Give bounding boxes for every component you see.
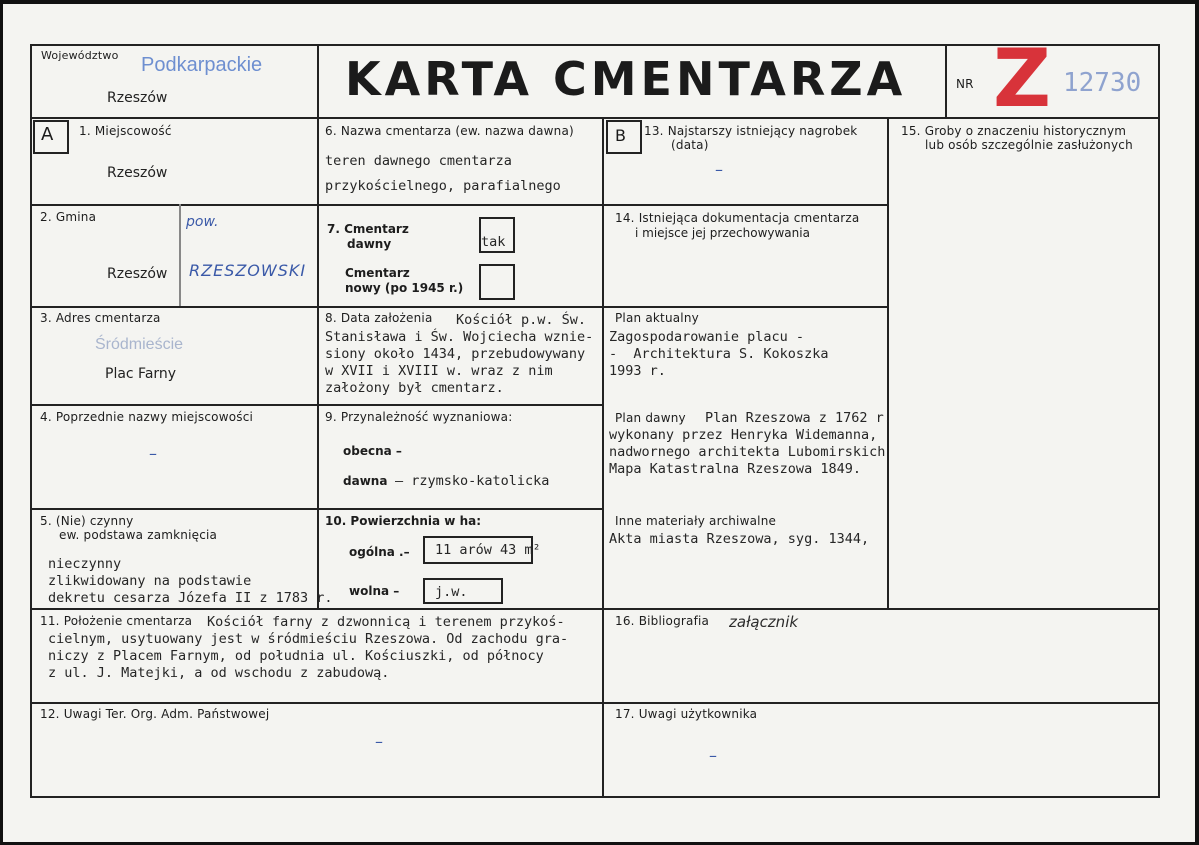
rule [945, 44, 947, 117]
nr-letter: Z [993, 32, 1052, 125]
dawna-label: dawna [343, 474, 388, 488]
wolna-value: j.w. [435, 584, 468, 600]
najstarszy-nagrobek-label: 13. Najstarszy istniejący nagrobek [644, 124, 858, 138]
wojewodztwo-stamp: Podkarpackie [141, 54, 263, 76]
data-zalozenia-value-first: Kościół p.w. Św. [456, 312, 587, 328]
nowy-checkbox [479, 264, 515, 300]
cemetery-record-card [3, 4, 1195, 842]
rule [317, 44, 319, 608]
polozenie-label: 11. Położenie cmentarza [40, 614, 193, 628]
dawna-value: – rzymsko-katolicka [395, 473, 550, 489]
groby-sublabel: lub osób szczególnie zasłużonych [925, 138, 1133, 152]
rule [602, 117, 604, 798]
miejscowosc-label: 1. Miejscowość [79, 124, 172, 138]
wojewodztwo-label: Województwo [41, 49, 119, 62]
dawny-checkbox-value: tak [481, 234, 506, 250]
section-a-mark: A [41, 124, 54, 145]
gmina-label: 2. Gmina [40, 210, 97, 224]
polozenie-value-first: Kościół farny z dzwonnicą i terenem przykoś- [207, 614, 565, 630]
wolna-label: wolna – [349, 584, 400, 598]
powierzchnia-label: 10. Powierzchnia w ha: [325, 514, 482, 528]
rule [30, 306, 887, 308]
dokumentacja-sublabel: i miejsce jej przechowywania [635, 226, 810, 240]
uwagi-ter-org-value: – [375, 732, 383, 751]
rule [30, 608, 1160, 610]
rule [179, 204, 181, 306]
nowy-label: nowy (po 1945 r.) [345, 281, 464, 295]
plan-dawny-value: wykonany przez Henryka Widemanna, nadwornego architekta Lubomirskich Mapa Katastralna Rzeszowa 1849. [609, 427, 886, 477]
czynny-label: 5. (Nie) czynny [40, 514, 134, 528]
rule [887, 117, 889, 608]
inne-materialy-value: Akta miasta Rzeszowa, syg. 1344, [609, 531, 870, 547]
uwagi-uzytkownika-label: 17. Uwagi użytkownika [615, 707, 758, 721]
nr-label: NR [956, 77, 974, 91]
uwagi-ter-org-label: 12. Uwagi Ter. Org. Adm. Państwowej [40, 707, 270, 721]
cmentarz-dawny-label: 7. Cmentarz [327, 222, 409, 236]
wojewodztwo-value: Rzeszów [107, 90, 168, 106]
bibliografia-label: 16. Bibliografia [615, 614, 710, 628]
inne-materialy-label: Inne materiały archiwalne [615, 514, 777, 528]
obecna-label: obecna – [343, 444, 402, 458]
rule [30, 117, 1160, 119]
cmentarz-nowy-label: Cmentarz [345, 266, 410, 280]
najstarszy-nagrobek-value: – [715, 160, 723, 179]
dawny-label: dawny [347, 237, 392, 251]
nazwa-cmentarza-value: teren dawnego cmentarza przykościelnego, parafialnego [325, 153, 561, 194]
adres-label: 3. Adres cmentarza [40, 311, 161, 325]
ogolna-label: ogólna .– [349, 545, 410, 559]
rule [30, 702, 1160, 704]
rule [30, 796, 1160, 798]
adres-value: Plac Farny [105, 366, 177, 382]
card-title: KARTA CMENTARZA [345, 52, 907, 106]
groby-label: 15. Groby o znaczeniu historycznym [901, 124, 1127, 138]
rule [30, 204, 887, 206]
poprzednie-nazwy-value: – [149, 444, 157, 463]
gmina-value: Rzeszów [107, 266, 168, 282]
rule [1158, 44, 1160, 798]
najstarszy-nagrobek-sublabel: (data) [671, 138, 709, 152]
section-b-mark: B [615, 126, 626, 145]
powiat-value: RZESZOWSKI [189, 261, 307, 280]
przynaleznosc-label: 9. Przynależność wyznaniowa: [325, 410, 513, 424]
plan-aktualny-value: Zagospodarowanie placu - - Architektura S. Kokoszka 1993 r. [609, 329, 829, 379]
plan-dawny-value-first: Plan Rzeszowa z 1762 r. [705, 410, 892, 426]
rule [30, 44, 1160, 46]
nazwa-cmentarza-label: 6. Nazwa cmentarza (ew. nazwa dawna) [325, 124, 574, 138]
adres-stamp: Śródmieście [95, 336, 184, 353]
miejscowosc-value: Rzeszów [107, 165, 168, 181]
podstawa-zamkniecia-label: ew. podstawa zamknięcia [59, 528, 218, 542]
data-zalozenia-label: 8. Data założenia [325, 311, 433, 325]
poprzednie-nazwy-label: 4. Poprzednie nazwy miejscowości [40, 410, 254, 424]
ogolna-value: 11 arów 43 m² [435, 542, 541, 558]
uwagi-uzytkownika-value: – [709, 746, 717, 765]
data-zalozenia-value: Stanisława i Św. Wojciecha wznie- siony około 1434, przebudowywany w XVII i XVIII w. wraz z nim założony był cmentarz. [325, 329, 594, 396]
plan-dawny-label: Plan dawny [615, 411, 686, 425]
rule [30, 44, 32, 798]
powiat-label: pow. [186, 214, 219, 230]
czynny-value: nieczynny zlikwidowany na podstawie dekretu cesarza Józefa II z 1783 r. [48, 556, 333, 606]
polozenie-value: cielnym, usytuowany jest w śródmieściu Rzeszowa. Od zachodu gra- niczy z Placem Farnym, od południa ul. Kościuszki, od północy z ul. J. Matejki, a od wschodu z zabudową. [48, 631, 569, 681]
plan-aktualny-label: Plan aktualny [615, 311, 699, 325]
bibliografia-value: załącznik [729, 613, 799, 631]
nr-number: 12730 [1063, 68, 1142, 98]
dokumentacja-label: 14. Istniejąca dokumentacja cmentarza [615, 211, 860, 225]
